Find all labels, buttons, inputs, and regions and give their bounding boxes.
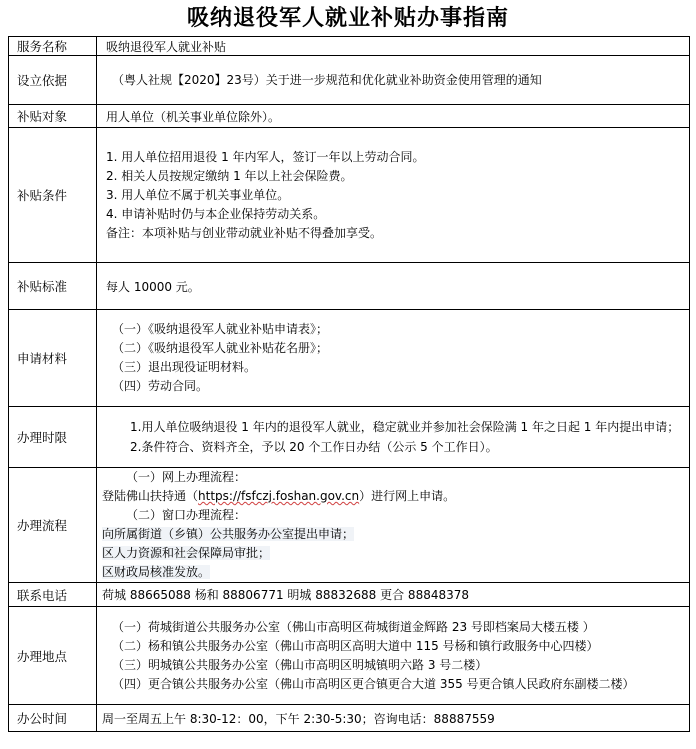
location-item: （二）杨和镇公共服务办公室（佛山市高明区高明大道中 115 号杨和镇行政服务中心四楼） [112,638,599,653]
offline-step: 区人力资源和社会保障局审批； [102,546,271,560]
row-time-limit [9,407,690,468]
material-item: （四）劳动合同。 [112,379,209,393]
condition-note: 备注：本项补贴与创业带动就业补贴不得叠加享受。 [106,225,383,240]
target-value: 用人单位（机关事业单位除外）。 [97,105,690,128]
row-phone [9,583,690,607]
location-item: （一）荷城街道公共服务办公室（佛山市高明区荷城街道金辉路 23 号即档案局大楼五楼 ） [112,619,595,634]
offline-heading: （二）窗口办理流程： [126,508,247,522]
row-standard [9,263,690,310]
service-name-value: 吸纳退役军人就业补贴 [97,37,690,56]
location-item: （三）明城镇公共服务办公室（佛山市高明区明城镇明六路 3 号二楼） [112,657,488,672]
row-process [9,468,690,583]
condition-item: 4. 申请补贴时仍与本企业保持劳动关系。 [106,206,326,221]
material-item: （一）《吸纳退役军人就业补贴申请表》； [112,322,329,336]
time-limit-item: 2.条件符合、资料齐全，予以 20 个工作日办结（公示 5 个工作日）。 [130,439,498,454]
locations-value [97,607,690,705]
material-item: （三）退出现役证明材料。 [112,360,257,374]
online-url-link[interactable]: https://fsfczj.foshan.gov.cn [198,489,360,503]
time-limit-value [97,407,690,468]
row-materials [9,310,690,407]
phone-value: 荷城 88665088 杨和 88806771 明城 88832688 更合 88848378 [97,583,690,607]
time-limit-item: 1.用人单位吸纳退役 1 年内的退役军人就业，稳定就业并参加社会保险满 1 年之日起 1 年内提出申请； [130,419,680,434]
target-label: 补贴对象 [9,105,97,128]
hours-label: 办公时间 [9,705,97,732]
phone-label: 联系电话 [9,583,97,607]
standard-label: 补贴标准 [9,263,97,310]
condition-item: 3. 用人单位不属于机关事业单位。 [106,187,290,202]
locations-label: 办理地点 [9,607,97,705]
row-hours [9,705,690,732]
standard-value: 每人 10000 元。 [97,263,690,310]
offline-step: 向所属街道（乡镇）公共服务办公室提出申请； [102,527,355,541]
condition-item: 2. 相关人员按规定缴纳 1 年以上社会保险费。 [106,168,353,183]
row-conditions [9,128,690,263]
online-step: 登陆佛山扶持通（https://fsfczj.foshan.gov.cn）进行网上申请。 [102,489,456,503]
basis-label: 设立依据 [9,56,97,105]
process-label: 办理流程 [9,468,97,583]
service-name-label: 服务名称 [9,37,97,56]
row-target [9,105,690,128]
material-item: （二）《吸纳退役军人就业补贴花名册》； [112,341,329,355]
offline-step: 区财政局核准发放。 [102,565,211,579]
basis-value [97,56,690,105]
conditions-label: 补贴条件 [9,128,97,263]
row-locations [9,607,690,705]
hours-value: 周一至周五上午 8:30-12：00，下午 2:30-5:30；咨询电话：88887559 [97,705,690,732]
materials-label: 申请材料 [9,310,97,407]
guide-table [8,36,690,732]
page-title: 吸纳退役军人就业补贴办事指南 [186,6,509,31]
process-value [97,468,690,583]
conditions-value [97,128,690,263]
location-item: （四）更合镇公共服务办公室（佛山市高明区更合镇更合大道 355 号更合镇人民政府东副楼二楼） [112,676,635,691]
materials-value [97,310,690,407]
condition-item: 1. 用人单位招用退役 1 年内军人，签订一年以上劳动合同。 [106,149,425,164]
basis-text: （粤人社规【2020】23号）关于进一步规范和优化就业补助资金使用管理的通知 [112,72,542,87]
row-basis [9,56,690,105]
online-heading: （一）网上办理流程： [126,470,247,484]
row-service-name [9,37,690,56]
time-limit-label: 办理时限 [9,407,97,468]
